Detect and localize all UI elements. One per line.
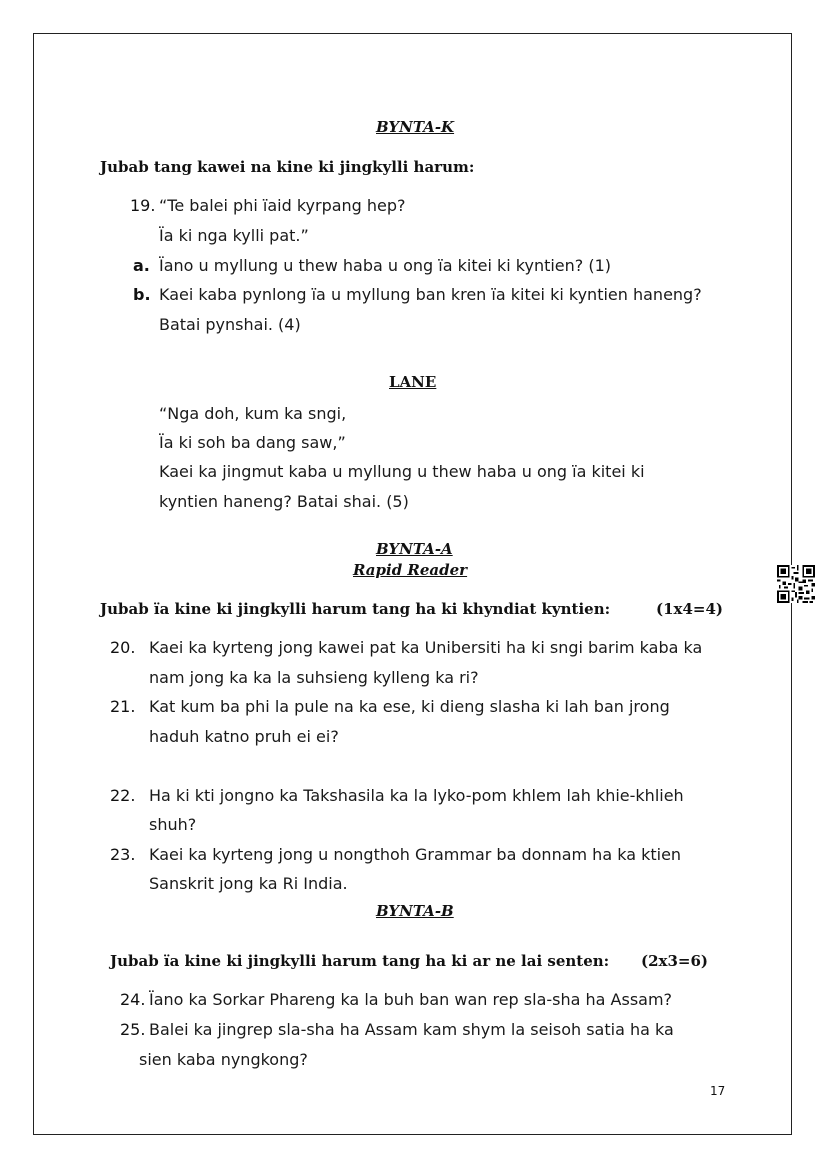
lane-line1: “Nga doh, kum ka sngi,	[159, 404, 347, 423]
page-number: 17	[710, 1084, 726, 1098]
question-19a-text: Ïano u myllung u thew haba u ong ïa kitei ki kyntien? (1)	[159, 256, 612, 275]
section-a-instruction: Jubab ïa kine ki jingkylli harum tang ha ki khyndiat kyntien:	[100, 600, 611, 618]
question-19-number: 19.	[130, 196, 156, 215]
section-k-heading: BYNTA-K	[376, 118, 455, 136]
section-a-heading: BYNTA-A	[376, 540, 453, 558]
section-a-marks: (1x4=4)	[656, 600, 724, 618]
question-19-quote-line1: “Te balei phi ïaid kyrpang hep?	[159, 196, 406, 215]
question-23-line2: Sanskrit jong ka Ri India.	[149, 874, 348, 893]
question-22-number: 22.	[110, 786, 136, 805]
question-19-quote-line2: Ïa ki nga kylli pat.”	[159, 226, 309, 245]
question-25-number: 25.	[120, 1020, 146, 1039]
question-19b-text-line2: Batai pynshai. (4)	[159, 315, 301, 334]
section-b-heading: BYNTA-B	[376, 902, 454, 920]
section-k-instruction: Jubab tang kawei na kine ki jingkylli harum:	[100, 158, 475, 176]
question-22-line2: shuh?	[149, 815, 197, 834]
section-a-subheading: Rapid Reader	[353, 561, 468, 579]
question-24-line1: Ïano ka Sorkar Phareng ka la buh ban wan rep sla-sha ha Assam?	[149, 990, 673, 1009]
section-b-instruction: Jubab ïa kine ki jingkylli harum tang ha ki ar ne lai senten:	[110, 952, 610, 970]
question-25-line2: sien kaba nyngkong?	[139, 1050, 308, 1069]
question-21-line1: Kat kum ba phi la pule na ka ese, ki dieng slasha ki lah ban jrong	[149, 697, 670, 716]
question-19a-label: a.	[133, 256, 150, 275]
section-b-marks: (2x3=6)	[641, 952, 709, 970]
question-23-line1: Kaei ka kyrteng jong u nongthoh Grammar ba donnam ha ka ktien	[149, 845, 682, 864]
lane-line2: Ïa ki soh ba dang saw,”	[159, 433, 346, 452]
question-19b-label: b.	[133, 285, 151, 304]
question-23-number: 23.	[110, 845, 136, 864]
question-25-line1: Balei ka jingrep sla-sha ha Assam kam shym la seisoh satia ha ka	[149, 1020, 674, 1039]
qr-code-icon	[777, 565, 815, 603]
question-20-line2: nam jong ka ka la suhsieng kylleng ka ri?	[149, 668, 479, 687]
question-24-number: 24.	[120, 990, 146, 1009]
lane-heading: LANE	[389, 373, 437, 391]
question-20-number: 20.	[110, 638, 136, 657]
question-22-line1: Ha ki kti jongno ka Takshasila ka la lyko-pom khlem lah khie-khlieh	[149, 786, 684, 805]
lane-line4: kyntien haneng? Batai shai. (5)	[159, 492, 409, 511]
question-19b-text-line1: Kaei kaba pynlong ïa u myllung ban kren ïa kitei ki kyntien haneng?	[159, 285, 702, 304]
question-21-number: 21.	[110, 697, 136, 716]
question-20-line1: Kaei ka kyrteng jong kawei pat ka Unibersiti ha ki sngi barim kaba ka	[149, 638, 703, 657]
question-21-line2: haduh katno pruh ei ei?	[149, 727, 339, 746]
lane-line3: Kaei ka jingmut kaba u myllung u thew haba u ong ïa kitei ki	[159, 462, 645, 481]
